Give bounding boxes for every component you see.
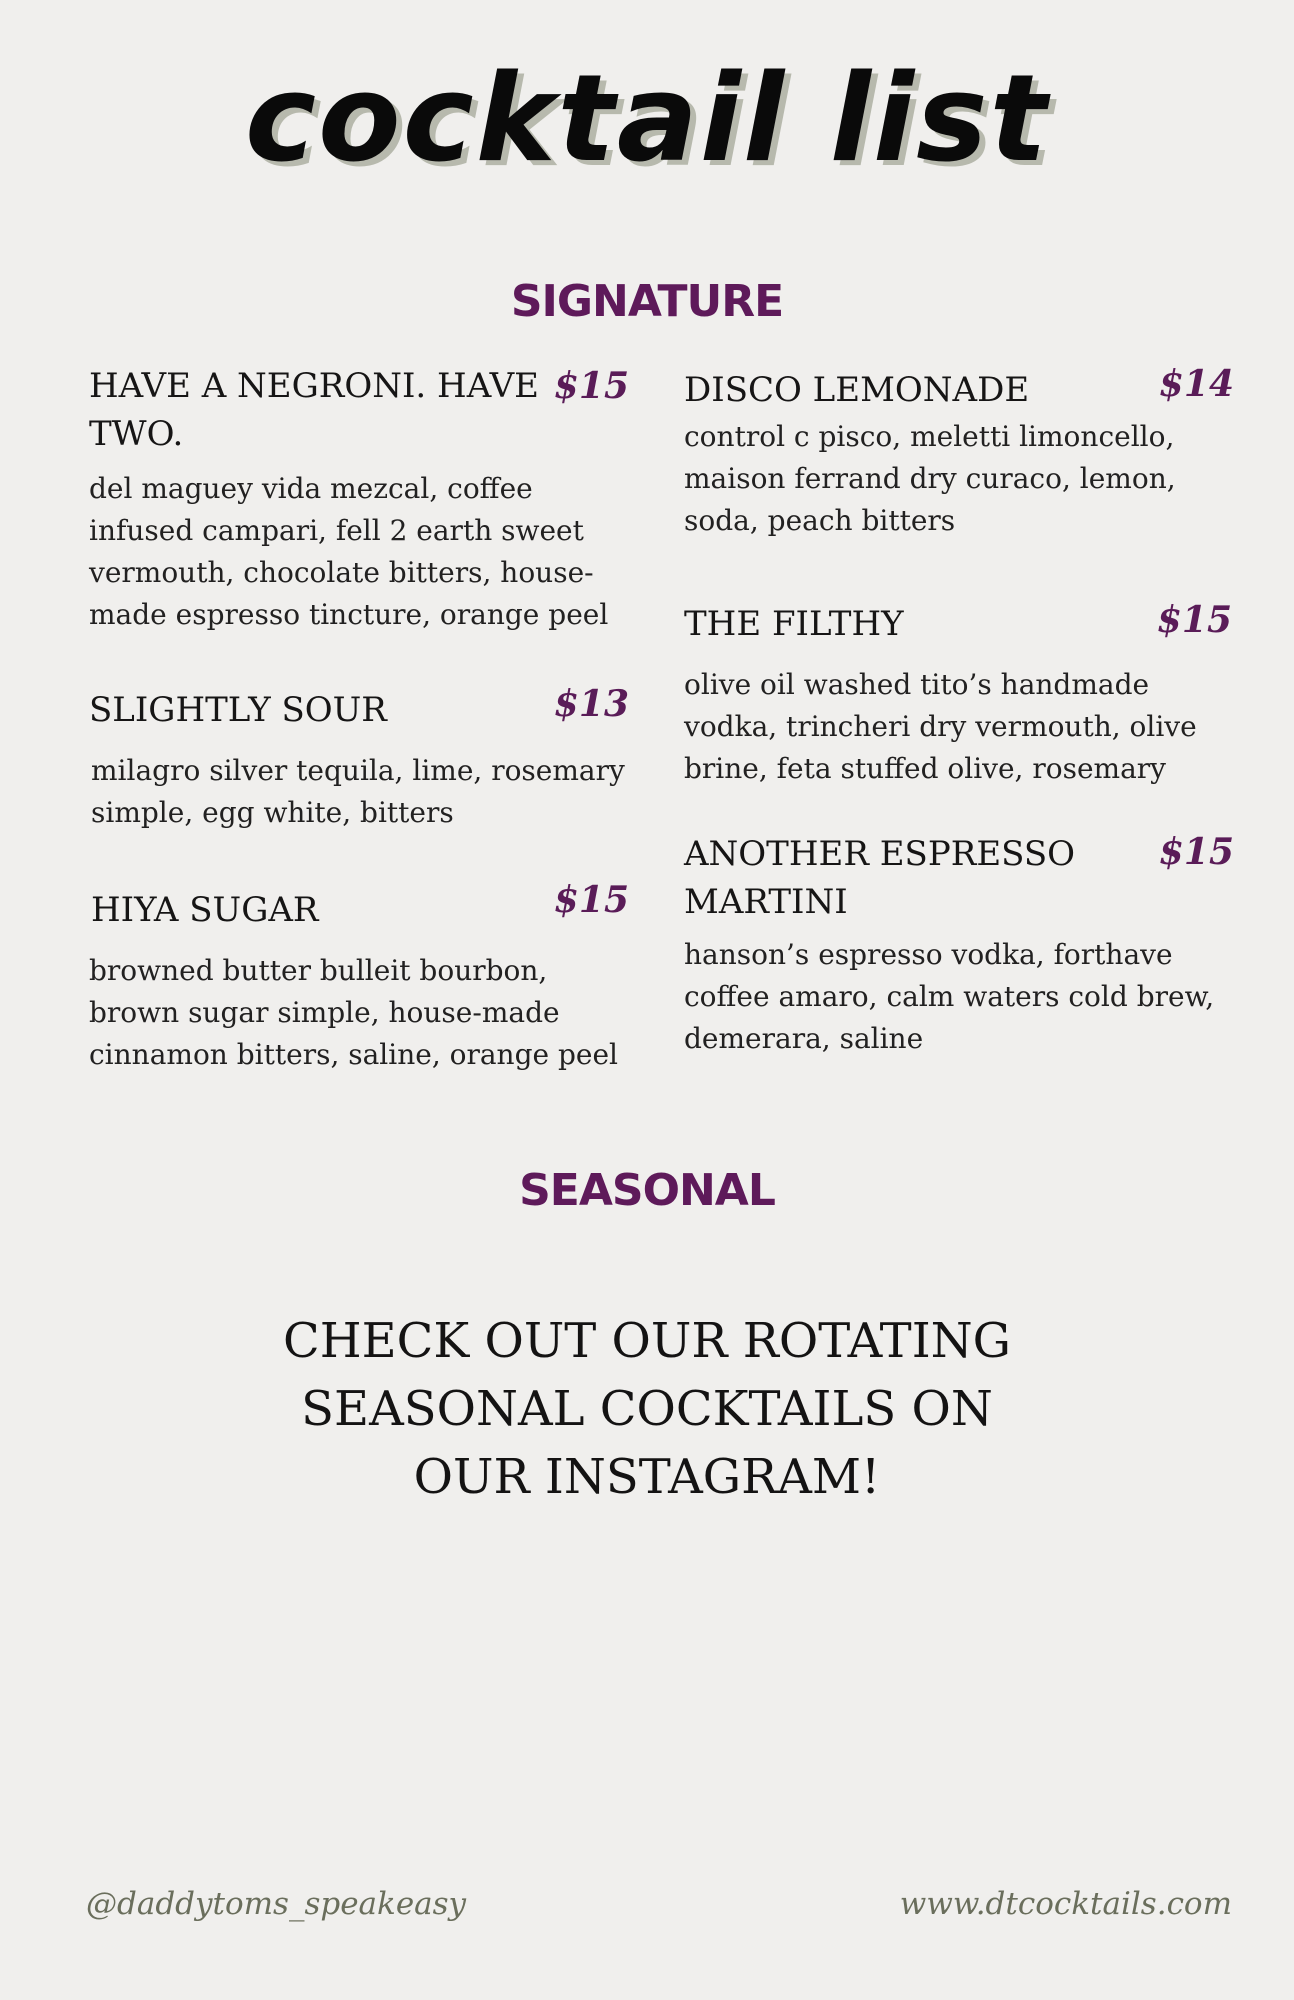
cocktail-item-the-filthy [684, 600, 1232, 790]
cocktail-description: milagro silver tequila, lime, rosemary simple, egg white, bitters [91, 754, 625, 829]
cocktail-item-negroni [89, 362, 629, 636]
seasonal-message-line: SEASONAL COCKTAILS ON [301, 1381, 993, 1437]
cocktail-name: SLIGHTLY SOUR [89, 690, 387, 730]
seasonal-heading: SEASONAL [519, 1165, 775, 1216]
cocktail-name: DISCO LEMONADE [684, 370, 1030, 410]
seasonal-message-line: CHECK OUT OUR ROTATING [283, 1313, 1011, 1369]
website-url: www.dtcocktails.com [899, 1886, 1232, 1922]
cocktail-description: hanson’s espresso vodka, forthave coffee amaro, calm waters cold brew, demerara, saline [684, 938, 1215, 1055]
cocktail-price: $13 [553, 683, 629, 725]
cocktail-name: THE FILTHY [684, 604, 904, 644]
cocktail-price: $15 [553, 365, 629, 407]
cocktail-description: control c pisco, meletti limoncello, maison ferrand dry curaco, lemon, soda, peach bitters [684, 420, 1176, 537]
seasonal-message [0, 1307, 1294, 1511]
cocktail-name: HAVE A NEGRONI. HAVE TWO. [89, 366, 539, 454]
cocktail-name: HIYA SUGAR [91, 890, 319, 930]
cocktail-price: $15 [1158, 831, 1234, 873]
cocktail-item-disco-lemonade [684, 363, 1234, 542]
cocktail-item-espresso-martini [684, 830, 1234, 1060]
cocktail-description: olive oil washed tito’s handmade vodka, trincheri dry vermouth, olive brine, feta stuffed olive, rosemary [684, 668, 1197, 785]
cocktail-price: $14 [1158, 363, 1234, 405]
cocktail-description: del maguey vida mezcal, coffee infused campari, fell 2 earth sweet vermouth, chocolate bitters, house-made espresso tincture, orange peel [89, 472, 609, 631]
cocktail-price: $15 [553, 879, 629, 921]
instagram-handle: @daddytoms_speakeasy [86, 1886, 467, 1922]
cocktail-item-hiya-sugar [89, 879, 629, 1076]
menu-title: cocktail list [245, 50, 1049, 189]
seasonal-message-line: OUR INSTAGRAM! [413, 1449, 881, 1505]
signature-heading: SIGNATURE [510, 276, 784, 327]
cocktail-item-slightly-sour [89, 683, 629, 834]
cocktail-description: browned butter bulleit bourbon, brown sugar simple, house-made cinnamon bitters, saline, orange peel [89, 954, 619, 1071]
cocktail-name: ANOTHER ESPRESSO MARTINI [684, 834, 1075, 922]
cocktail-price: $15 [1156, 599, 1232, 641]
